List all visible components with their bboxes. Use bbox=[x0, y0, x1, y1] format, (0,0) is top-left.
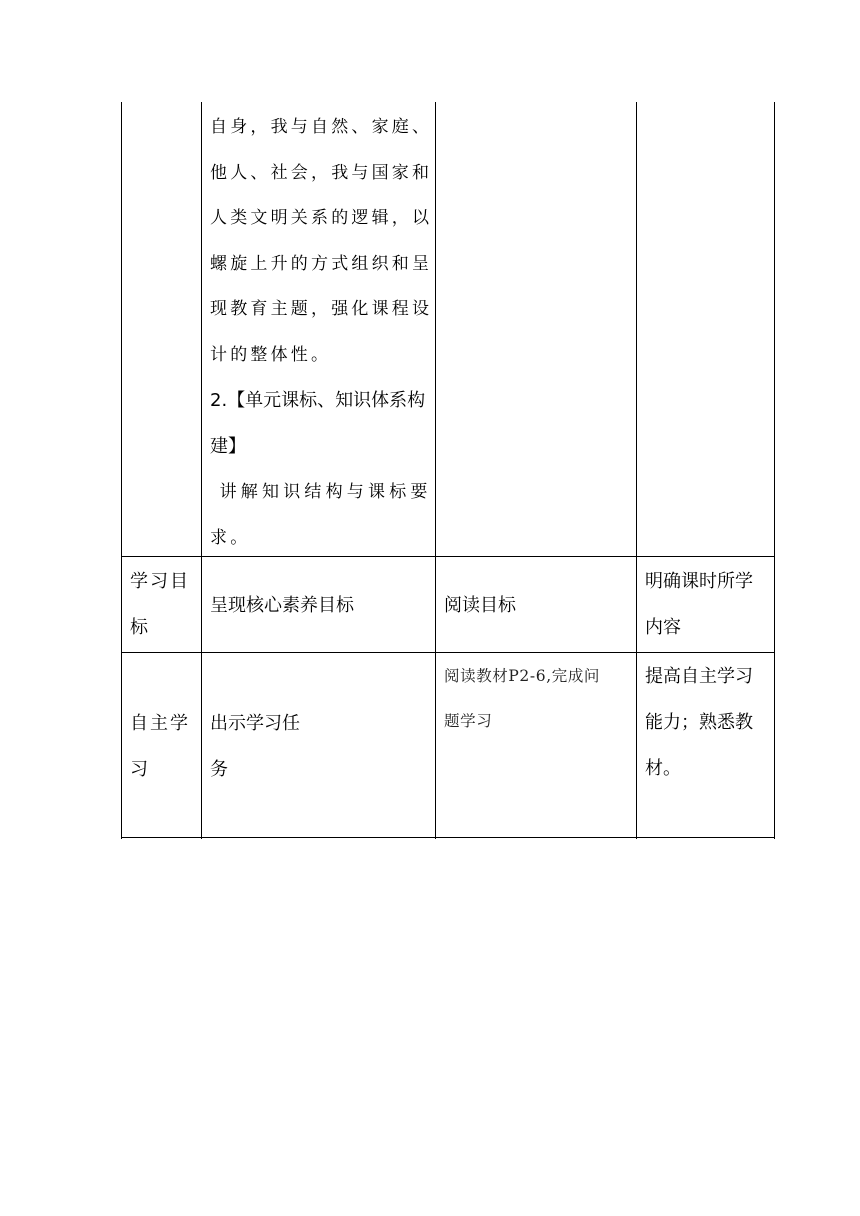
text-line: 他人、社会，我与国家和 bbox=[210, 162, 433, 183]
goals-stage-cell bbox=[130, 559, 200, 651]
section-heading: 建】 bbox=[210, 436, 246, 457]
table-divider-col3 bbox=[636, 102, 637, 839]
table-border-left bbox=[121, 102, 122, 839]
stage-label: 习 bbox=[130, 759, 148, 780]
stage-label: 标 bbox=[130, 617, 148, 638]
teacher-activity: 呈现核心素养目标 bbox=[210, 595, 354, 616]
table-border-bottom bbox=[121, 837, 775, 838]
design-intent: 材。 bbox=[645, 758, 681, 779]
table-border-right bbox=[774, 102, 775, 839]
section-heading: 2.【单元课标、知识体系构 bbox=[210, 390, 426, 411]
goals-teacher-cell bbox=[210, 583, 434, 629]
self-study-intent-cell bbox=[645, 654, 773, 792]
goals-intent-cell bbox=[645, 559, 773, 651]
self-study-student-cell bbox=[444, 654, 634, 744]
text-line: 求。 bbox=[210, 527, 251, 548]
table-divider-col1 bbox=[201, 102, 202, 839]
table-divider-col2 bbox=[435, 102, 436, 839]
text-line: 现教育主题，强化课程设 bbox=[210, 299, 433, 319]
teacher-activity: 务 bbox=[210, 759, 228, 780]
stage-label: 学习目 bbox=[130, 571, 190, 592]
design-intent: 能力；熟悉教 bbox=[645, 712, 753, 733]
row-divider-self-study bbox=[121, 652, 775, 653]
student-activity: 题学习 bbox=[444, 712, 493, 730]
text-line: 人类文明关系的逻辑，以 bbox=[210, 208, 433, 228]
student-activity: 阅读教材P2-6,完成问 bbox=[444, 667, 601, 685]
design-intent: 提高自主学习 bbox=[645, 666, 753, 687]
unit-design-continuation bbox=[210, 105, 434, 561]
teacher-activity: 出示学习任 bbox=[210, 713, 300, 734]
self-study-stage-cell bbox=[130, 701, 200, 793]
stage-label: 自主学 bbox=[130, 713, 190, 734]
design-intent: 内容 bbox=[645, 617, 681, 638]
design-intent: 明确课时所学 bbox=[645, 571, 753, 592]
student-activity: 阅读目标 bbox=[444, 595, 516, 616]
text-line: 讲解知识结构与课标要 bbox=[210, 482, 432, 502]
self-study-teacher-cell bbox=[210, 701, 434, 793]
text-line: 计的整体性。 bbox=[210, 344, 332, 365]
text-line: 自身，我与自然、家庭、 bbox=[210, 117, 433, 137]
goals-student-cell bbox=[444, 583, 634, 629]
text-line: 螺旋上升的方式组织和呈 bbox=[210, 253, 433, 274]
